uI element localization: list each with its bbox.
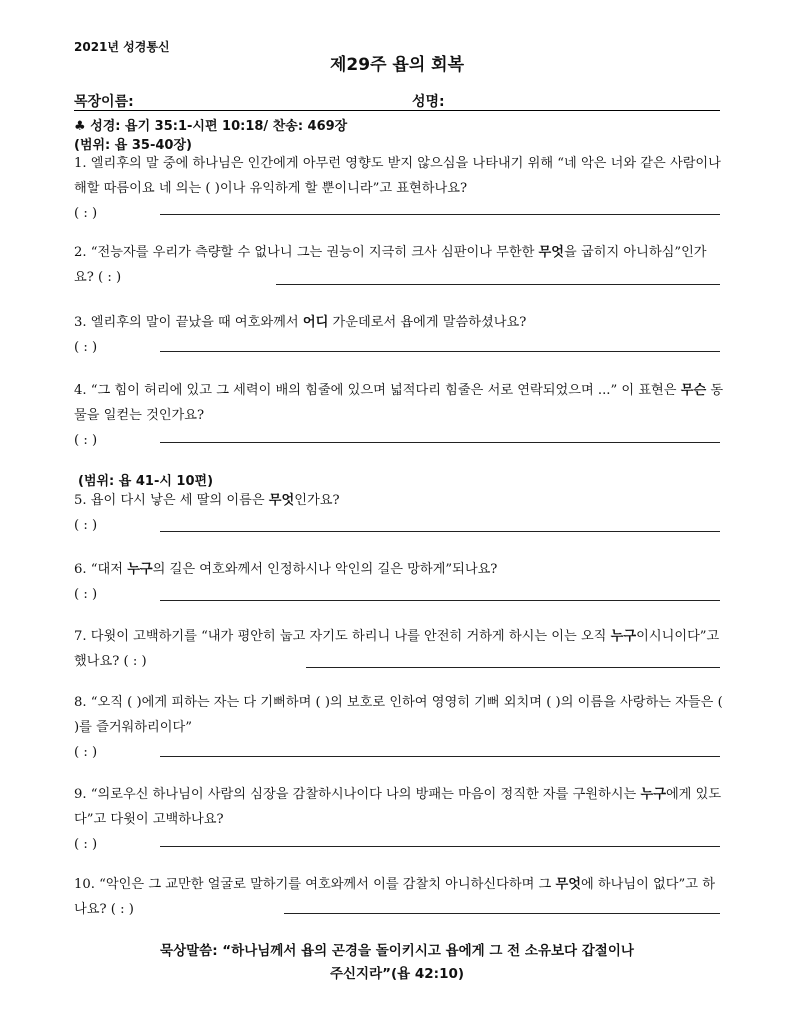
question-3 [74,310,724,360]
answer-line [276,284,720,285]
question-keyword: 어디 [302,315,329,330]
answer-paren: ( : ) [74,837,98,852]
question-2 [74,240,724,290]
answer-line [160,756,720,757]
answer-paren: ( : ) [74,433,98,448]
answer-paren: ( : ) [74,587,98,602]
question-10 [74,872,724,922]
meditation-line-2: 주신지라”(욥 42:10) [329,966,465,982]
question-text: 7. 다윗이 고백하기를 “내가 평안히 눕고 자기도 하리니 나를 안전히 거하게 하시는 이는 오직 [74,629,611,644]
year-label: 2021년 성경통신 [74,40,170,54]
question-text: 3. 엘리후의 말이 끝났을 때 여호와께서 [74,315,303,330]
question-text: 에 하나님이 없다”고 하나요? [74,877,715,917]
reading-text: 성경: 욥기 35:1-시편 10:18/ 찬송: 469장 [90,119,348,134]
answer-paren: ( : ) [74,206,98,221]
question-text: 2. “전능자를 우리가 측량할 수 없나니 그는 권능이 지극히 크사 심판이나 무한한 [74,245,539,260]
question-text: 10. “악인은 그 교만한 얼굴로 말하기를 여호와께서 이를 감찰치 아니하신다하며 그 [74,877,556,892]
question-text: 인가요? [294,493,340,508]
header-underline [74,110,720,111]
question-keyword: 무슨 [680,383,707,398]
question-8 [74,690,724,765]
answer-line [160,442,720,443]
question-text: 의 길은 여호와께서 인정하시나 악인의 길은 망하게”되나요? [152,562,498,577]
question-text: 5. 욥이 다시 낳은 세 딸의 이름은 [74,493,269,508]
answer-line [160,846,720,847]
group-label: 목장이름: [74,94,134,110]
question-text: 8. “오직 ( )에게 피하는 자는 다 기뻐하며 ( )의 보호로 인하여 영영히 기뻐 외치며 ( )의 이름을 사랑하는 자들은 ( )를 즐거워하리이다” [74,695,723,735]
question-text: 9. “의로우신 하나님이 사람의 심장을 감찰하시나이다 나의 방패는 마음이 정직한 자를 구원하시는 [74,787,641,802]
question-text: 에게 있도다”고 다윗이 고백하나요? [74,787,722,827]
question-text: 이시니이다”고 했나요? [74,629,720,669]
reading-line [74,115,347,134]
range-label: (범위: 욥 35-40장) [74,138,192,153]
question-text: 가운데로서 욥에게 말씀하셨나요? [328,315,527,330]
question-keyword: 누구 [640,787,666,802]
answer-line [160,531,720,532]
page-title: 제29주 욥의 회복 [329,55,465,75]
meditation-verse [0,940,794,986]
question-keyword: 누구 [127,562,153,577]
answer-paren: ( : ) [74,340,98,355]
answer-paren: ( : ) [74,745,98,760]
answer-line [306,667,720,668]
club-icon: ♣ [74,119,86,134]
question-text: 1. 엘리후의 말 중에 하나님은 인간에게 아무런 영향도 받지 않으심을 나타내기 위해 “네 악은 너와 같은 사람이나 해할 따름이요 네 의는 ( )이나 유익하게 할 뿐이니라”고 표현하나요? [74,156,721,196]
question-text: 동물을 일컫는 것인가요? [74,383,724,423]
range-label: (범위: 욥 41-시 10편) [78,474,214,489]
answer-line [160,351,720,352]
question-keyword: 무엇 [555,877,581,892]
answer-paren: ( : ) [98,270,122,285]
answer-paren: ( : ) [123,654,147,669]
name-label: 성명: [412,94,445,110]
answer-line [160,600,720,601]
question-keyword: 무엇 [538,245,565,260]
meditation-line-1: 묵상말씀: “하나님께서 욥의 곤경을 돌이키시고 욥에게 그 전 소유보다 갑절이나 [160,943,634,959]
answer-paren: ( : ) [110,902,134,917]
question-keyword: 무엇 [268,493,295,508]
question-text: 을 굽히지 아니하심”인가요? [74,245,707,285]
question-text: 4. “그 힘이 허리에 있고 그 세력이 배의 힘줄에 있으며 넓적다리 힘줄은 서로 연락되었으며 ...” 이 표현은 [74,383,681,398]
question-keyword: 누구 [610,629,637,644]
answer-line [284,913,720,914]
answer-paren: ( : ) [74,518,98,533]
answer-line [160,214,720,215]
question-text: 6. “대저 [74,562,128,577]
